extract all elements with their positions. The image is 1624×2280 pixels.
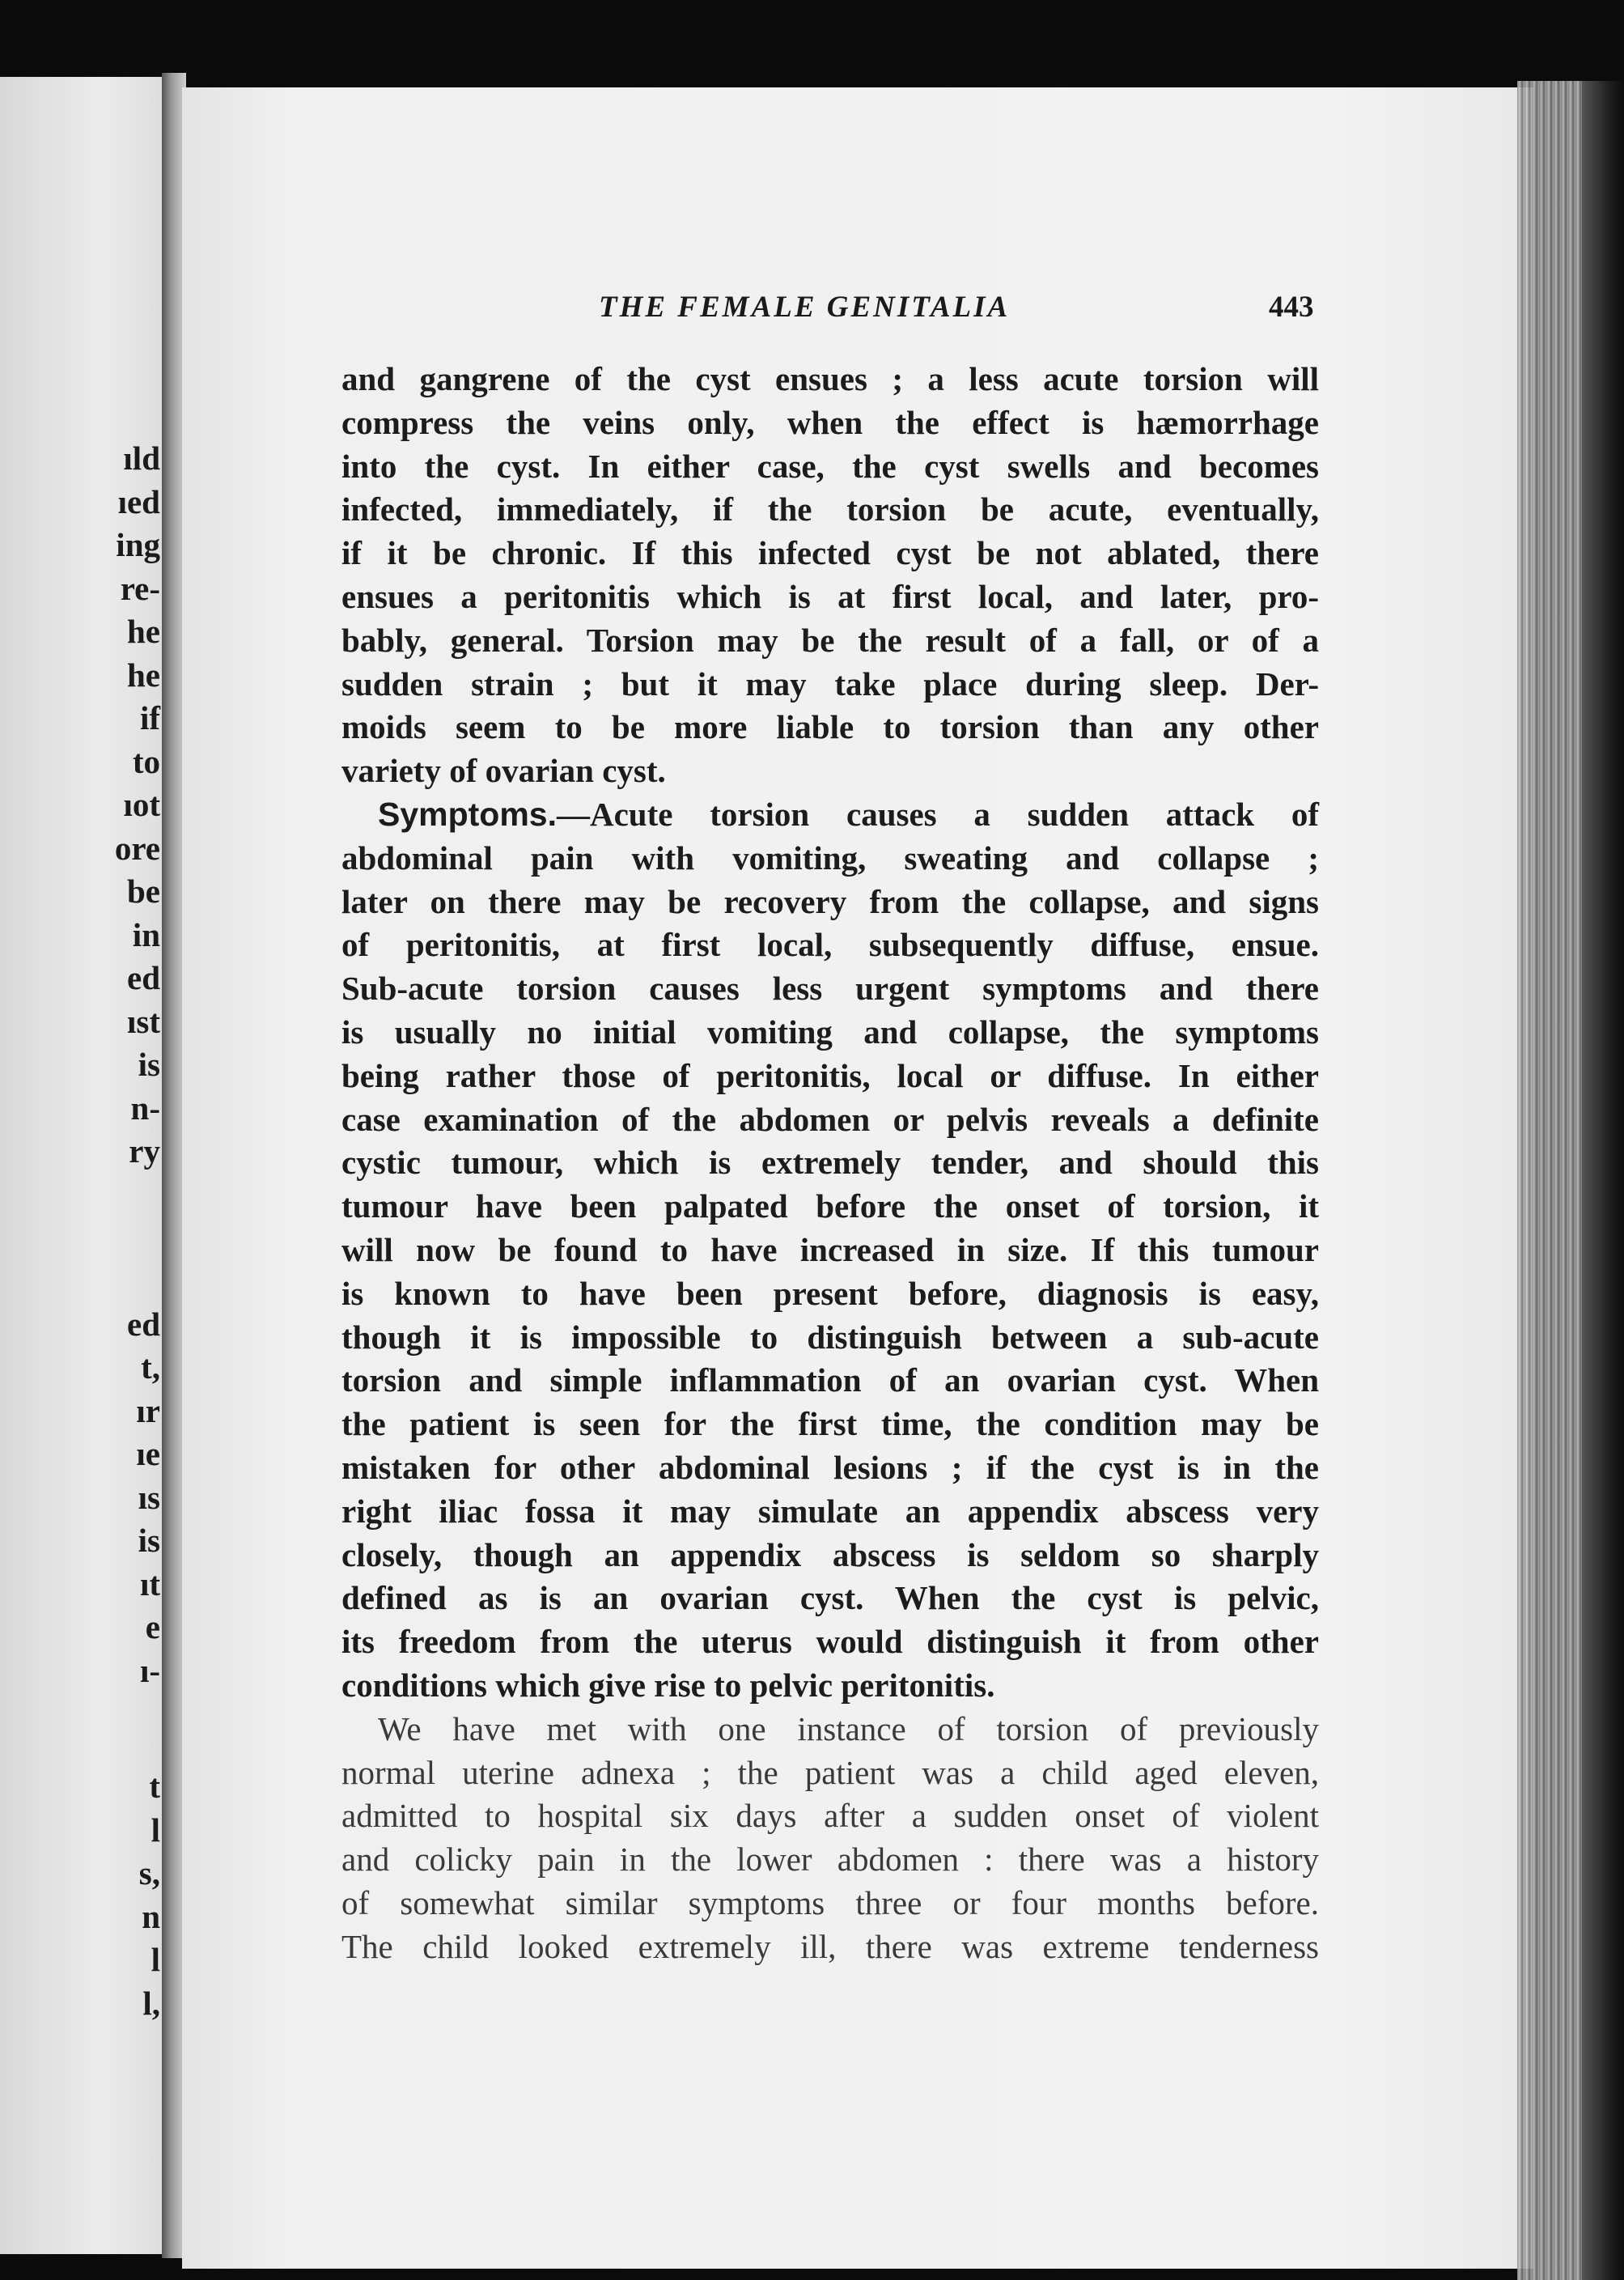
fragment-line: ıst: [127, 1002, 160, 1040]
text-line: of peritonitis, at first local, subsequently diffuse, ensue.: [341, 926, 1319, 964]
text-line: later on there may be recovery from the collapse, and signs: [341, 882, 1319, 920]
text-line: Sub-acute torsion causes less urgent symptoms and there: [341, 970, 1319, 1008]
text-line: is usually no initial vomiting and collapse, the symptoms: [341, 1013, 1319, 1051]
fragment-line: to: [132, 742, 160, 780]
fragment-line: n-: [130, 1089, 160, 1127]
fragment-line: ır: [136, 1391, 160, 1429]
fragment-line: n: [142, 1897, 160, 1935]
fragment-line: he: [127, 656, 160, 694]
fragment-line: l: [151, 1941, 160, 1978]
text-line: of somewhat similar symptoms three or four months before.: [341, 1883, 1319, 1921]
fragment-line: he: [127, 613, 160, 650]
fragment-line: t,: [141, 1348, 160, 1386]
text-line: bably, general. Torsion may be the result of a fall, or of a: [341, 621, 1319, 659]
text-line: and colicky pain in the lower abdomen : there was a history: [341, 1841, 1319, 1879]
fragment-line: ıe: [136, 1435, 160, 1472]
text-line: and gangrene of the cyst ensues ; a less acute torsion will: [341, 360, 1319, 397]
fragment-line: ore: [114, 829, 160, 867]
fragment-line: ı-: [139, 1651, 160, 1689]
fragment-line: be: [127, 873, 160, 910]
section-heading-symptoms: Symptoms.: [378, 795, 557, 833]
previous-page-edge: [0, 77, 170, 2254]
fragment-line: ıt: [139, 1565, 160, 1603]
text-line: case examination of the abdomen or pelvis reveals a definite: [341, 1100, 1319, 1138]
fragment-line: e: [145, 1608, 160, 1645]
fragment-line: if: [139, 699, 160, 737]
text-line: sudden strain ; but it may take place during sleep. Der-: [341, 664, 1319, 703]
fragment-line: ry: [129, 1132, 160, 1170]
symptoms-paragraph-first-line: [341, 793, 1319, 837]
text-line: is known to have been present before, diagnosis is easy,: [341, 1274, 1319, 1312]
page-number: 443: [1269, 291, 1314, 324]
previous-page-text-fragments: [115, 437, 160, 2025]
text-line: infected, immediately, if the torsion be acute, eventually,: [341, 490, 1319, 529]
text-line: moids seem to be more liable to torsion than any other: [341, 708, 1319, 746]
text-line: compress the veins only, when the effect is hæmorrhage: [341, 403, 1319, 441]
text-line: admitted to hospital six days after a sudden onset of violent: [341, 1797, 1319, 1835]
text-line: though it is impossible to distinguish between a sub-acute: [341, 1318, 1319, 1356]
fragment-line: ıot: [123, 786, 160, 823]
text-line: We have met with one instance of torsion of previously: [378, 1709, 1319, 1747]
fragment-line: l,: [142, 1984, 160, 2022]
text-line: will now be found to have increased in size. If this tumour: [341, 1230, 1319, 1268]
text-line: the patient is seen for the first time, the condition may be: [341, 1405, 1319, 1443]
book-block-shadow: [1582, 81, 1624, 2280]
text-line: into the cyst. In either case, the cyst swells and becomes: [341, 447, 1319, 485]
text-line: if it be chronic. If this infected cyst be not ablated, there: [341, 534, 1319, 572]
fragment-line: ing: [116, 526, 160, 563]
page-body-text: [341, 358, 1319, 1968]
text-line: cystic tumour, which is extremely tender, and should this: [341, 1144, 1319, 1182]
fragment-line: in: [132, 915, 160, 953]
text-line: being rather those of peritonitis, local or diffuse. In either: [341, 1056, 1319, 1094]
fragment-gap: [115, 1174, 160, 1303]
text-line: defined as is an ovarian cyst. When the cyst is pelvic,: [341, 1579, 1319, 1617]
fragment-line: s,: [138, 1854, 160, 1892]
fragment-line: ıed: [117, 482, 160, 520]
fragment-line: is: [138, 1046, 160, 1083]
fragment-line: is: [138, 1522, 160, 1559]
running-head: THE FEMALE GENITALIA: [599, 291, 1011, 324]
text-line: conditions which give rise to pelvic peritonitis.: [341, 1666, 995, 1704]
fragment-line: ed: [127, 959, 160, 996]
text-line: right iliac fossa it may simulate an appendix abscess very: [341, 1492, 1319, 1530]
fragment-line: ed: [127, 1305, 160, 1343]
fragment-gap: [115, 1692, 160, 1765]
fragment-line: ıld: [123, 439, 160, 477]
text-line: its freedom from the uterus would distinguish it from other: [341, 1623, 1319, 1661]
fragment-line: t: [149, 1768, 160, 1805]
text-line: The child looked extremely ill, there was extreme tenderness: [341, 1927, 1319, 1965]
text-line: —Acute torsion causes a sudden attack of: [557, 795, 1319, 833]
text-line: abdominal pain with vomiting, sweating and collapse ;: [341, 839, 1319, 877]
text-line: variety of ovarian cyst.: [341, 752, 666, 790]
fragment-line: l: [151, 1811, 160, 1849]
text-line: closely, though an appendix abscess is seldom so sharply: [341, 1535, 1319, 1573]
text-line: torsion and simple inflammation of an ovarian cyst. When: [341, 1361, 1319, 1399]
fragment-line: re-: [120, 569, 160, 607]
text-line: normal uterine adnexa ; the patient was a child aged eleven,: [341, 1753, 1319, 1791]
text-line: ensues a peritonitis which is at first local, and later, pro-: [341, 577, 1319, 615]
fragment-line: ıs: [138, 1478, 160, 1516]
text-line: tumour have been palpated before the onset of torsion, it: [341, 1187, 1319, 1225]
text-line: mistaken for other abdominal lesions ; if the cyst is in the: [341, 1448, 1319, 1486]
